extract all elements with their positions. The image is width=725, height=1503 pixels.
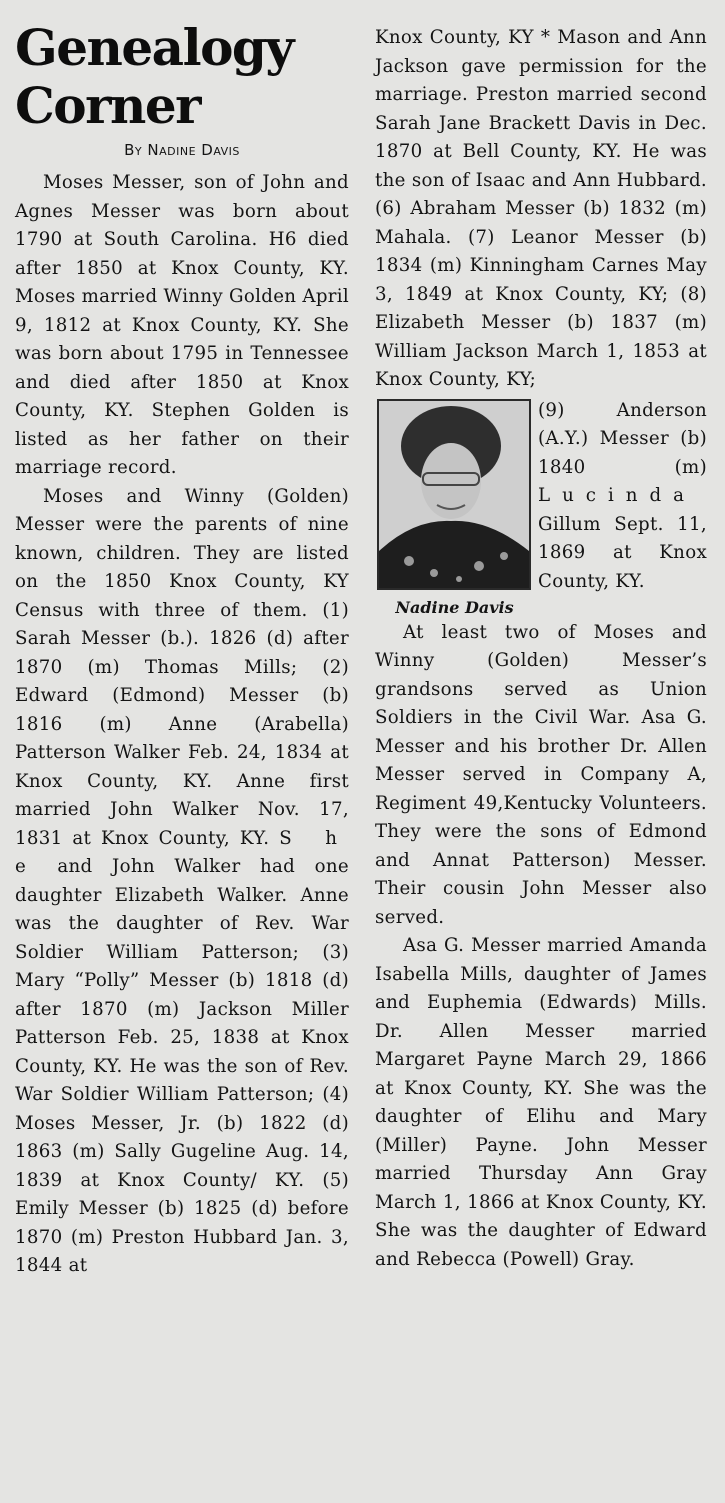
byline [15,141,349,159]
headline [15,19,349,135]
paragraph-text: Lucinda [538,485,696,506]
byline-prefix: By [124,141,143,159]
author-photo [377,399,531,590]
byline-author: Nadine Davis [147,141,240,159]
paragraph: Moses Messer, son of John and Agnes Messer was born about 1790 at South Carolina. H6 died after 1850 at Knox County, KY. Moses married Winny Golden April 9, 1812 at Knox County, KY. She was born about 1795 in Tennessee and died after 1850 at Knox County, KY. Stephen Golden is listed as her father on their marriage record. [15,172,349,478]
right-column [375,24,707,1274]
paragraph: At least two of Moses and Winny (Golden) Messer’s grandsons served as Union Soldiers in the Civil War. Asa G. Messer and his brother Dr. Allen Messer served in Company A, Regiment 49,Kentucky Volunteers. They were the sons of Edmond and Annat Patterson) Messer. Their cousin John Messer also served. [375,621,707,928]
paragraph [375,24,707,395]
paragraph [15,483,349,1281]
paragraph-text: Gillum Sept. 11, 1869 at Knox County, KY. [538,513,707,592]
left-column [15,15,349,1281]
paragraph-text: Knox County, KY * Mason and Ann Jackson gave permission for the marriage. Preston married second Sarah Jane Brackett Davis in Dec. 1870 at Bell County, KY. He was the son of Isaac and Ann Hubbard. (6) Abraham Messer (b) 1832 (m) Mahala. (7) Leanor Messer (b) 1834 (m) Kinningham Carnes May 3, 1849 at Knox County, KY; (8) Elizabeth Messer (b) 1837 (m) William Jackson March 1, 1853 at Knox County, KY; [375,27,707,390]
paragraph-text: (9) Anderson (A.Y.) Messer (b) 1840 (m) [538,399,707,478]
headline-line2: Corner [15,76,200,135]
paragraph-text: Moses and Winny (Golden) Messer were the parents of nine known, children. They are listed on the 1850 Knox County, KY Census with three of them. (1) Sarah Messer (b.). 1826 (d) after 1870 (m) Thomas Mills; (2) Edward (Edmond) Messer (b) 1816 (m) Anne (Arabella) Patterson Walker Feb. 24, 1834 at Knox County, KY. Anne first married John Walker Nov. 17, 1831 at Knox County, KY. [15,485,349,849]
paragraph-text: and John Walker had one daughter Elizabeth Walker. Anne was the daughter of Rev. War Soldier William Patterson; (3) Mary “Polly” Messer (b) 1818 (d) after 1870 (m) Jackson Miller Patterson Feb. 25, 1838 at Knox County, KY. He was the son of Rev. War Soldier William Patterson; (4) Moses Messer, Jr. (b) 1822 (d) 1863 (m) Sally Gugeline Aug. 14, 1839 at Knox County/ KY. (5) Emily Messer (b) 1825 (d) before 1870 (m) Preston Hubbard Jan. 3, 1844 at [15,856,349,1276]
article-left [15,169,349,1281]
headline-line1: Genealogy [15,18,293,77]
paragraph-text: S h e [15,827,349,877]
photo-figure [377,399,532,617]
paragraph: Asa G. Messer married Amanda Isabella Mills, daughter of James and Euphemia (Edwards) Mills. Dr. Allen Messer married Margaret Payne March 29, 1866 at Knox County, KY. She was the daughter of Elihu and Mary (Miller) Payne. John Messer married Thursday Ann Gray March 1, 1866 at Knox County, KY. She was the daughter of Edward and Rebecca (Powell) Gray. [375,935,707,1270]
photo-caption: Nadine Davis [395,597,514,617]
photo-block [375,397,707,619]
portrait-image [379,401,529,588]
article-right [375,24,707,1274]
